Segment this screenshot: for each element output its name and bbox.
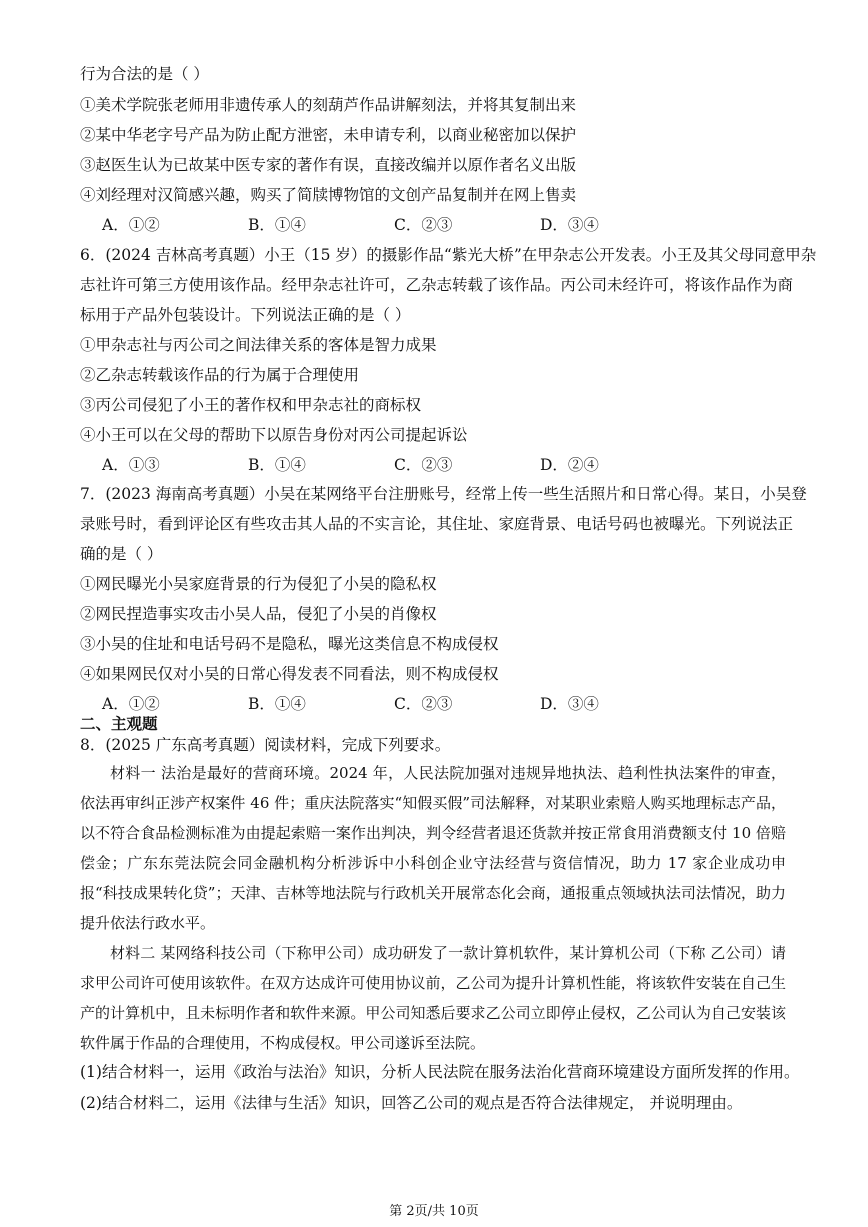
q7-options [102,694,599,714]
q7-item-2: ②网民捏造事实攻击小吴人品，侵犯了小吴的肖像权 [80,605,437,623]
q6-option-c: C．②③ [394,456,453,474]
q5-option-c: C．②③ [394,216,453,234]
q8-sub-1: (1)结合材料一，运用《政治与法治》知识，分析人民法院在服务法治化营商环境建设方面所发挥的作用。 [80,1063,800,1081]
q6-item-3: ③丙公司侵犯了小王的著作权和甲杂志社的商标权 [80,396,422,414]
q7-stem-line-1: 7．(2023 海南高考真题）小吴在某网络平台注册账号，经常上传一些生活照片和日常心得。某日，小吴登 [80,485,807,503]
q6-stem-line-3: 标用于产品外包装设计。下列说法正确的是（ ） [80,306,411,324]
q5-options [102,215,599,235]
q5-option-b: B．①④ [248,216,306,234]
material-2: 材料二 某网络科技公司（下称甲公司）成功研发了一款计算机软件，某计算机公司（下称 乙公司）请求甲公司许可使用该软件。在双方达成许可使用协议前，乙公司为提升计算机性能，将该软件安装在自己生产的计算机中，且未标明作者和软件来源。甲公司知悉后要求乙公司立即停止侵权，乙公司认为自己安装该软件属于作品的合理使用，不构成侵权。甲公司遂诉至法院。 [80,944,786,1052]
q5-item-4: ④刘经理对汉简感兴趣，购买了简牍博物馆的文创产品复制并在网上售卖 [80,186,577,204]
q7-stem-line-2: 录账号时，看到评论区有些攻击其人品的不实言论，其住址、家庭背景、电话号码也被曝光。下列说法正 [80,515,794,533]
q5-stem-tail: 行为合法的是（ ） [80,65,209,83]
q6-option-b: B．①④ [248,456,306,474]
q6-options [102,455,599,475]
q7-option-b: B．①④ [248,695,306,713]
q5-item-1: ①美术学院张老师用非遗传承人的刻葫芦作品讲解刻法，并将其复制出来 [80,96,577,114]
q7-option-d: D．③④ [540,695,599,713]
q7-stem-line-3: 确的是（ ） [80,545,163,563]
material-1: 材料一 法治是最好的营商环境。2024 年，人民法院加强对违规异地执法、趋利性执法案件的审查，依法再审纠正涉产权案件 46 件；重庆法院落实“知假买假”司法解释，对某职业索赔人购买地理标志产品，以不符合食品检测标准为由提起索赔一案作出判决，判令经营者退还货款并按正常食用消费额支付 10 倍赔偿金；广东东莞法院会同金融机构分析涉诉中小科创企业守法经营与资信情况，助力 17 家企业成功申报“科技成果转化贷”；天津、吉林等地法院与行政机关开展常态化会商，通报重点领域执法司法情况，助力提升依法行政水平。 [80,764,786,932]
q7-option-c: C．②③ [394,695,453,713]
page-footer: 第 2页/共 10页 [389,1204,479,1219]
q7-item-3: ③小吴的住址和电话号码不是隐私，曝光这类信息不构成侵权 [80,635,499,653]
q6-item-1: ①甲杂志社与丙公司之间法律关系的客体是智力成果 [80,336,437,354]
q7-item-4: ④如果网民仅对小吴的日常心得发表不同看法，则不构成侵权 [80,665,499,683]
q8-sub-2: (2)结合材料二，运用《法律与生活》知识，回答乙公司的观点是否符合法律规定， 并说明理由。 [80,1094,743,1112]
q8-title: 8．(2025 广东高考真题）阅读材料，完成下列要求。 [80,736,451,754]
q6-item-2: ②乙杂志转载该作品的行为属于合理使用 [80,366,360,384]
q6-stem-line-2: 志社许可第三方使用该作品。经甲杂志社许可，乙杂志转载了该作品。丙公司未经许可，将该作品作为商 [80,276,794,294]
q5-item-3: ③赵医生认为已故某中医专家的著作有误，直接改编并以原作者名义出版 [80,156,577,174]
q6-option-d: D．②④ [540,456,599,474]
q7-item-1: ①网民曝光小吴家庭背景的行为侵犯了小吴的隐私权 [80,575,437,593]
q6-stem-line-1: 6．(2024 吉林高考真题）小王（15 岁）的摄影作品“紫光大桥”在甲杂志公开发表。小王及其父母同意甲杂 [80,246,817,264]
section-heading: 二、主观题 [80,714,158,733]
q6-item-4: ④小王可以在父母的帮助下以原告身份对丙公司提起诉讼 [80,426,468,444]
q5-option-d: D．③④ [540,216,599,234]
q5-item-2: ②某中华老字号产品为防止配方泄密，未申请专利，以商业秘密加以保护 [80,126,577,144]
q7-option-a: A．①② [102,695,160,713]
q5-option-a: A．①② [102,216,160,234]
q6-option-a: A．①③ [102,456,160,474]
